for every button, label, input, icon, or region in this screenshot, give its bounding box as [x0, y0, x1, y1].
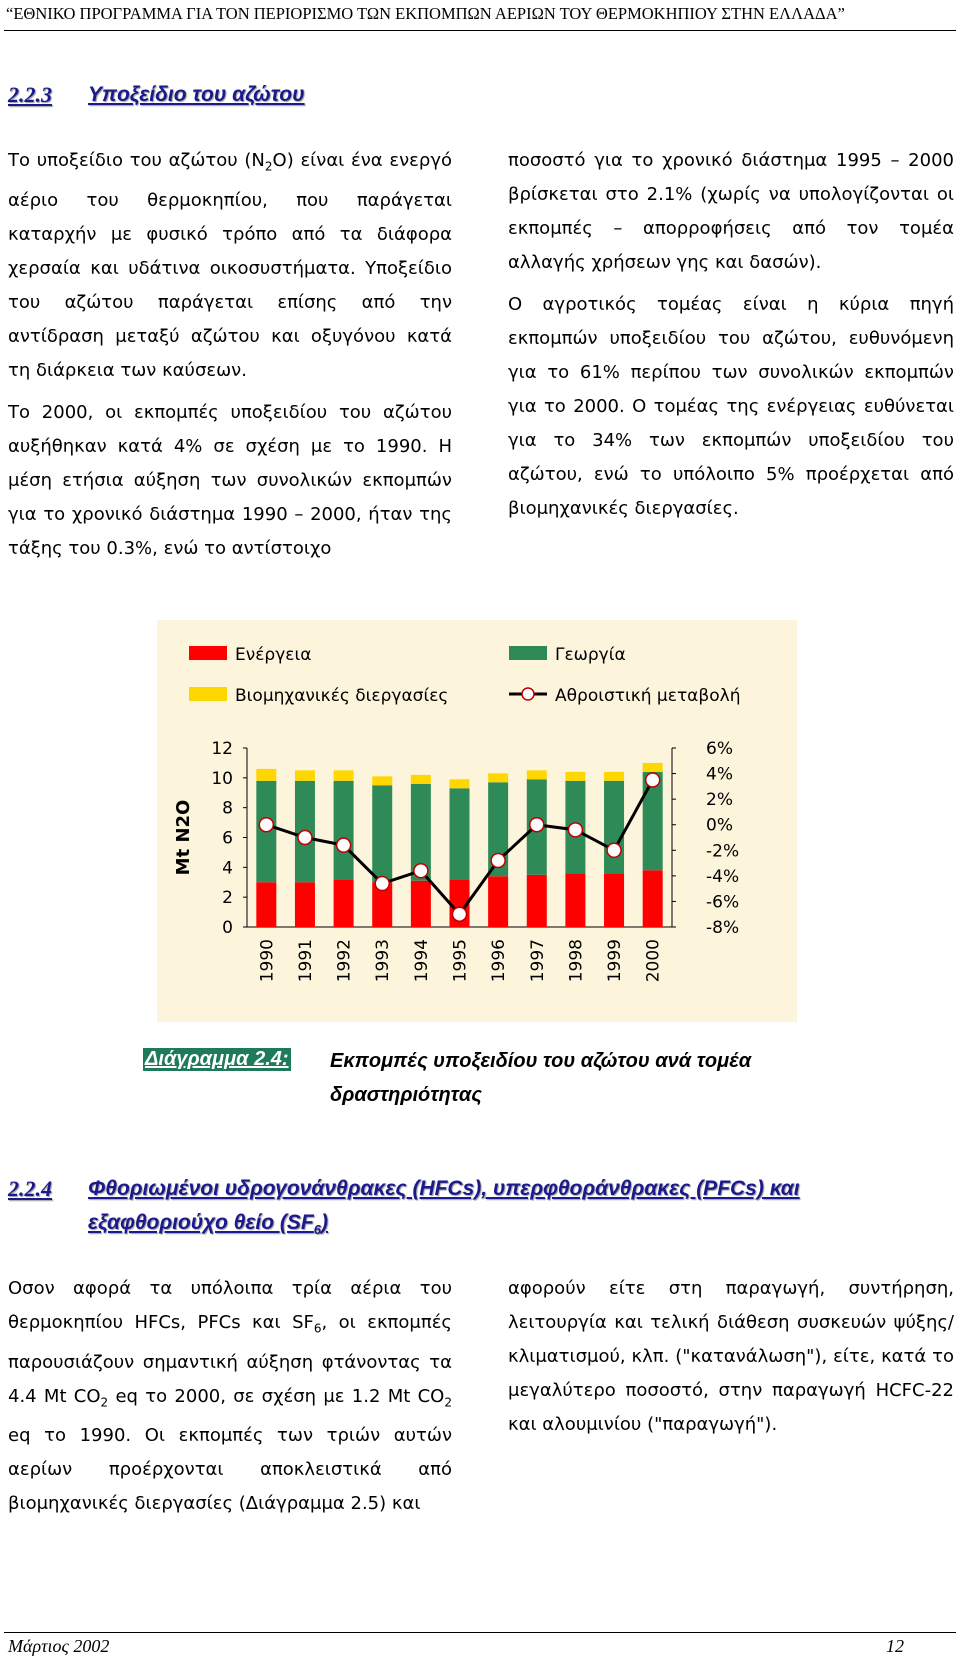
section-number: 2.2.3: [8, 82, 52, 107]
legend-label: Βιομηχανικές διεργασίες: [235, 686, 449, 706]
paragraph: Το 2000, οι εκπομπές υποξειδίου του αζώτου αυξήθηκαν κατά 4% σε σχέση με το 1990. Η μέση ετήσια αύξηση των συνολικών εκπομπών για το χρονικό διάστημα 1990 – 2000, ήταν της τάξης του 0.3%, ενώ το αντίστοιχο: [8, 401, 452, 559]
bar-segment: [450, 779, 470, 788]
bar-segment: [411, 775, 431, 784]
y2-tick-label: 0%: [706, 815, 733, 836]
bar-segment: [256, 882, 276, 927]
y-tick-label: 12: [211, 739, 233, 759]
line-point: [530, 818, 544, 832]
chart-legend: [189, 645, 740, 706]
paragraph: ποσοστό για το χρονικό διάστημα 1995 – 2000 βρίσκεται στο 2.1% (χωρίς να υπολογίζονται οι εκπομπές – απορροφήσεις από τον τομέα αλλαγής χρήσεων γης και δασών).: [508, 150, 954, 273]
section-title: Υποξείδιο του αζώτου: [88, 83, 305, 106]
x-tick-label: 1999: [605, 939, 626, 983]
header-divider: [4, 30, 956, 31]
bar-segment: [604, 781, 624, 873]
legend-swatch: [509, 646, 547, 660]
bar-segment: [643, 763, 663, 772]
bar-segment: [565, 873, 585, 927]
y2-tick-label: -6%: [706, 892, 740, 913]
bar-segment: [643, 870, 663, 927]
y-tick-label: 2: [222, 888, 233, 909]
bar-segment: [604, 873, 624, 927]
legend-swatch: [189, 646, 227, 660]
x-tick-label: 1995: [450, 939, 471, 983]
legend-label: Αθροιστική μεταβολή: [555, 686, 741, 706]
bar-segment: [295, 770, 315, 780]
y2-tick-label: 4%: [706, 764, 733, 785]
header-title: “ΕΘΝΙΚΟ ΠΡΟΓΡΑΜΜΑ ΓΙΑ ΤΟΝ ΠΕΡΙΟΡΙΣΜΟ ΤΩΝ ΕΚΠΟΜΠΩΝ ΑΕΡΙΩΝ ΤΟΥ ΘΕΡΜΟΚΗΠΙΟΥ ΣΤΗΝ ΕΛΛΑΔΑ”: [6, 4, 845, 23]
page-number: 12: [886, 1636, 904, 1656]
bar-segment: [488, 773, 508, 782]
right-column: [508, 1272, 954, 1450]
paragraph: αφορούν είτε στη παραγωγή, συντήρηση, λειτουργία και τελική διάθεση συσκευών ψύξης/κλιματισμού, κλπ. ("κατανάλωση"), είτε, κατά το μεγαλύτερο ποσοστό, στην παραγωγή HCFC-22 και αλουμινίου ("παραγωγή").: [508, 1278, 954, 1435]
legend-marker: [522, 688, 534, 700]
legend-label: Ενέργεια: [235, 645, 312, 665]
y-tick-label: 10: [211, 768, 233, 789]
bar-segment: [604, 772, 624, 781]
bar-segment: [334, 879, 354, 927]
bar-segment: [372, 776, 392, 785]
y-tick-label: 6: [222, 828, 233, 849]
line-point: [568, 823, 582, 837]
x-tick-label: 1994: [411, 939, 432, 983]
bar-segment: [527, 770, 547, 779]
y-axis-label: Mt N2O: [173, 799, 194, 876]
page-header: [0, 0, 960, 34]
y2-tick-label: 2%: [706, 790, 733, 811]
x-tick-label: 2000: [643, 939, 664, 983]
left-column: [8, 1272, 452, 1529]
paragraph: Οσον αφορά τα υπόλοιπα τρία αέρια του θερμοκηπίου HFCs, PFCs και $SF_6$, οι εκπομπές παρουσιάζουν σημαντική αύξηση φτάνοντας τα 4.4 Mt $CO_2$ eq το 2000, σε σχέση με 1.2 Mt $CO_2$ eq το 1990. Οι εκπομπές των τριών αυτών αερίων προέρχονται αποκλειστικά από βιομηχανικές διεργασίες (Διάγραμμα 2.5) και: [8, 1278, 452, 1515]
y2-tick-label: 6%: [706, 739, 733, 759]
figure-label: Διάγραμμα 2.4:: [145, 1048, 289, 1070]
y-tick-label: 8: [222, 798, 233, 819]
left-column: [8, 144, 452, 574]
bar-segment: [488, 876, 508, 927]
bar-segment: [372, 785, 392, 882]
y2-tick-label: -2%: [706, 841, 740, 862]
bar-segment: [295, 882, 315, 927]
x-tick-label: 1992: [334, 939, 355, 983]
line-point: [375, 877, 389, 891]
bar-segment: [411, 881, 431, 927]
n2o-emissions-chart: [157, 620, 797, 1022]
line-point: [259, 818, 273, 832]
bar-segment: [450, 788, 470, 879]
bar-segment: [334, 770, 354, 780]
bar-segment: [527, 875, 547, 927]
x-tick-label: 1990: [257, 939, 278, 983]
line-point: [646, 773, 660, 787]
bar-segment: [565, 772, 585, 781]
section-number: 2.2.4: [8, 1176, 52, 1201]
x-tick-label: 1996: [489, 939, 510, 983]
footer-date: Μάρτιος 2002: [8, 1636, 110, 1656]
x-tick-label: 1993: [373, 939, 394, 983]
line-point: [607, 843, 621, 857]
right-column: [508, 144, 954, 534]
x-tick-label: 1991: [295, 939, 316, 983]
bar-segment: [334, 781, 354, 879]
legend-swatch: [189, 687, 227, 701]
footer-divider: [4, 1632, 956, 1633]
line-point: [337, 838, 351, 852]
y-tick-label: 4: [222, 858, 233, 879]
x-tick-label: 1998: [566, 939, 587, 983]
legend-label: Γεωργία: [555, 645, 626, 665]
paragraph: Ο αγροτικός τομέας είναι η κύρια πηγή εκπομπών υποξειδίου του αζώτου, ευθυνόμενη για το 61% περίπου των συνολικών εκπομπών για το 2000. Ο τομέας της ενέργειας ευθύνεται για το 34% των εκπομπών υποξειδίου του αζώτου, ενώ το υπόλοιπο 5% προέρχεται από βιομηχανικές διεργασίες.: [508, 294, 954, 519]
line-point: [298, 831, 312, 845]
paragraph: Το υποξείδιο του αζώτου $(N_2O)$ είναι ένα ενεργό αέριο του θερμοκηπίου, που παράγεται καταρχήν με φυσικό τρόπο από τα διάφορα χερσαία και υδάτινα οικοσυστήματα. Υποξείδιο του αζώτου παράγεται επίσης από την αντίδραση μεταξύ αζώτου και οξυγόνου κατά τη διάρκεια των καύσεων.: [8, 150, 452, 381]
line-point: [453, 907, 467, 921]
x-tick-label: 1997: [527, 939, 548, 983]
y2-tick-label: -4%: [706, 866, 740, 887]
y-tick-label: 0: [222, 918, 233, 938]
line-point: [491, 854, 505, 868]
line-point: [414, 864, 428, 878]
bar-segment: [256, 769, 276, 781]
y2-tick-label: -8%: [706, 918, 740, 938]
figure-caption: Εκπομπές υποξειδίου του αζώτου ανά τομέα δραστηριότητας: [330, 1050, 752, 1106]
section-title: Φθοριωμένοι υδρογονάνθρακες (HFCs), υπερφθοράνθρακες (PFCs) και εξαφθοριούχο θείο $(SF_6)$: [88, 1177, 800, 1238]
